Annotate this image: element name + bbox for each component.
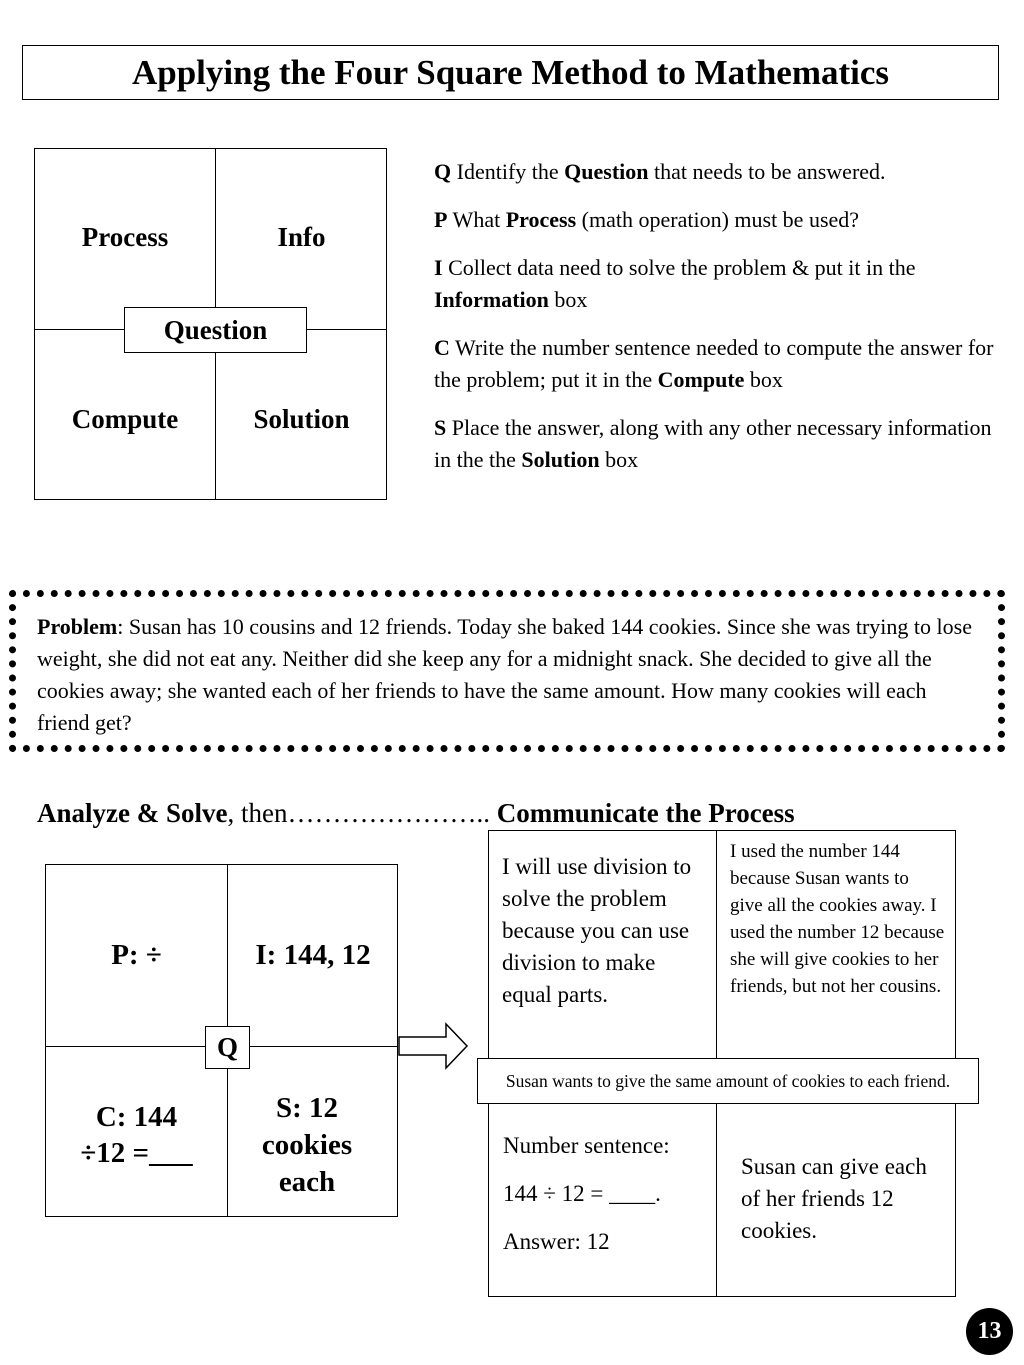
communicate-info-text: I used the number 144 because Susan wants to give all the cookies away. I used the number 12 because she will give cookies to her friends, but not her cousins. [730,841,945,997]
step-p: P What Process (math operation) must be used? [434,207,860,232]
step-s: S Place the answer, along with any other necessary information in the the Solution box [434,415,992,472]
right-arrow-icon [398,1022,470,1070]
communicate-process-text: I will use division to solve the problem because you can use division to make equal parts. [502,854,692,1007]
page-number-badge: 13 [966,1308,1013,1355]
solve-question-cell: Q [205,1026,250,1069]
communicate-question-text: Susan wants to give the same amount of cookies to each friend. [477,1058,979,1104]
step-i: I Collect data need to solve the problem & put it in the Information box [434,255,916,312]
template-question-label: Question [124,307,307,353]
solve-info-cell: I: 144, 12 [255,938,371,971]
solve-compute-cell: C: 144 ÷12 =___ [80,1101,193,1169]
analyze-heading: Analyze & Solve, then………………….. Communicate the Process [37,798,795,828]
solve-solution-cell: S: 12 cookies each [261,1091,353,1198]
template-process-label: Process [81,222,169,253]
communicate-solution-text: Susan can give each of her friends 12 cookies. [741,1154,927,1243]
solve-process-cell: P: ÷ [111,938,162,971]
communicate-compute-text: Number sentence: 144 ÷ 12 = ____. Answer: 12 [503,1133,670,1254]
problem-body: : Susan has 10 cousins and 12 friends. Today she baked 144 cookies. Since she was trying to lose weight, she did not eat any. Neither did she keep any for a midnight snack. She decided to give all the cookies away; she wanted each of her friends to have the same amount. How many cookies will each friend get? [37,614,972,735]
template-info-label: Info [277,222,326,253]
page-title: Applying the Four Square Method to Mathematics [22,45,999,100]
steps-list [434,156,994,492]
template-solution-label: Solution [253,404,350,435]
step-q: Q Identify the Question that needs to be answered. [434,159,886,184]
problem-text [37,611,982,739]
step-c: C Write the number sentence needed to compute the answer for the problem; put it in the Compute box [434,335,994,392]
problem-label: Problem [37,614,118,639]
template-compute-label: Compute [71,404,179,435]
